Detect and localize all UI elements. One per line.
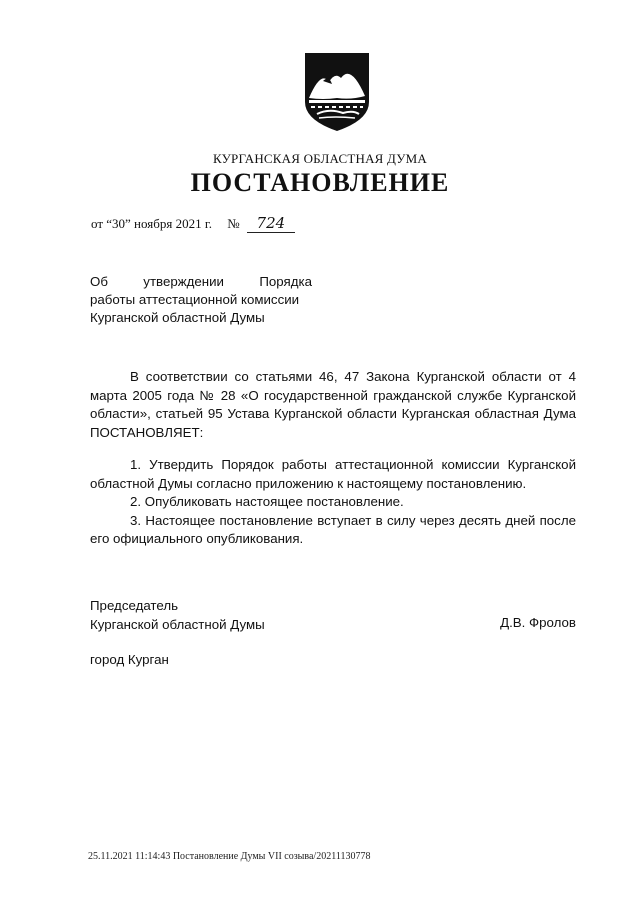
document-subject <box>90 273 312 327</box>
preamble <box>90 368 576 442</box>
signatory-title-line-2: Курганской областной Думы <box>90 616 265 632</box>
document-number: 724 <box>247 214 295 233</box>
resolution-item: 3. Настоящее постановление вступает в силу через десять дней после его официального опубликования. <box>90 512 576 546</box>
footer-stamp: 25.11.2021 11:14:43 Постановление Думы VII созыва/20211130778 <box>88 851 371 862</box>
signatory-name: Д.В. Фролов <box>500 615 576 630</box>
organization-name: КУРГАНСКАЯ ОБЛАСТНАЯ ДУМА <box>213 151 427 166</box>
subject-line-3: Курганской областной Думы <box>90 310 265 325</box>
kurgan-oblast-coat-of-arms-icon <box>299 50 375 134</box>
subject-word: Об <box>90 274 108 289</box>
subject-word: Порядка <box>259 274 312 289</box>
signatory-title-line-1: Председатель <box>90 598 179 613</box>
subject-line-1 <box>90 273 312 291</box>
document-type: ПОСТАНОВЛЕНИЕ <box>190 168 450 197</box>
date-line <box>91 214 295 233</box>
document-date: “30” ноября 2021 г. <box>106 216 212 231</box>
city: город Курган <box>90 652 169 667</box>
subject-word: утверждении <box>143 274 224 289</box>
date-prefix: от <box>91 216 104 231</box>
resolution-item: 2. Опубликовать настоящее постановление. <box>130 494 404 509</box>
preamble-text: В соответствии со статьями 46, 47 Закона Курганской области от 4 марта 2005 года № 28 «О государственной гражданской службе Курганской области», статьей 95 Устава Курганской области Курганская областная Дума ПОСТАНОВЛЯЕТ: <box>90 369 576 440</box>
subject-line-2: работы аттестационной комиссии <box>90 292 300 307</box>
number-sign: № <box>227 216 240 231</box>
signatory-title <box>90 597 265 634</box>
resolution-items <box>90 456 576 549</box>
resolution-item: 1. Утвердить Порядок работы аттестационной комиссии Курганской областной Думы согласно приложению к настоящему постановлению. <box>90 457 576 491</box>
